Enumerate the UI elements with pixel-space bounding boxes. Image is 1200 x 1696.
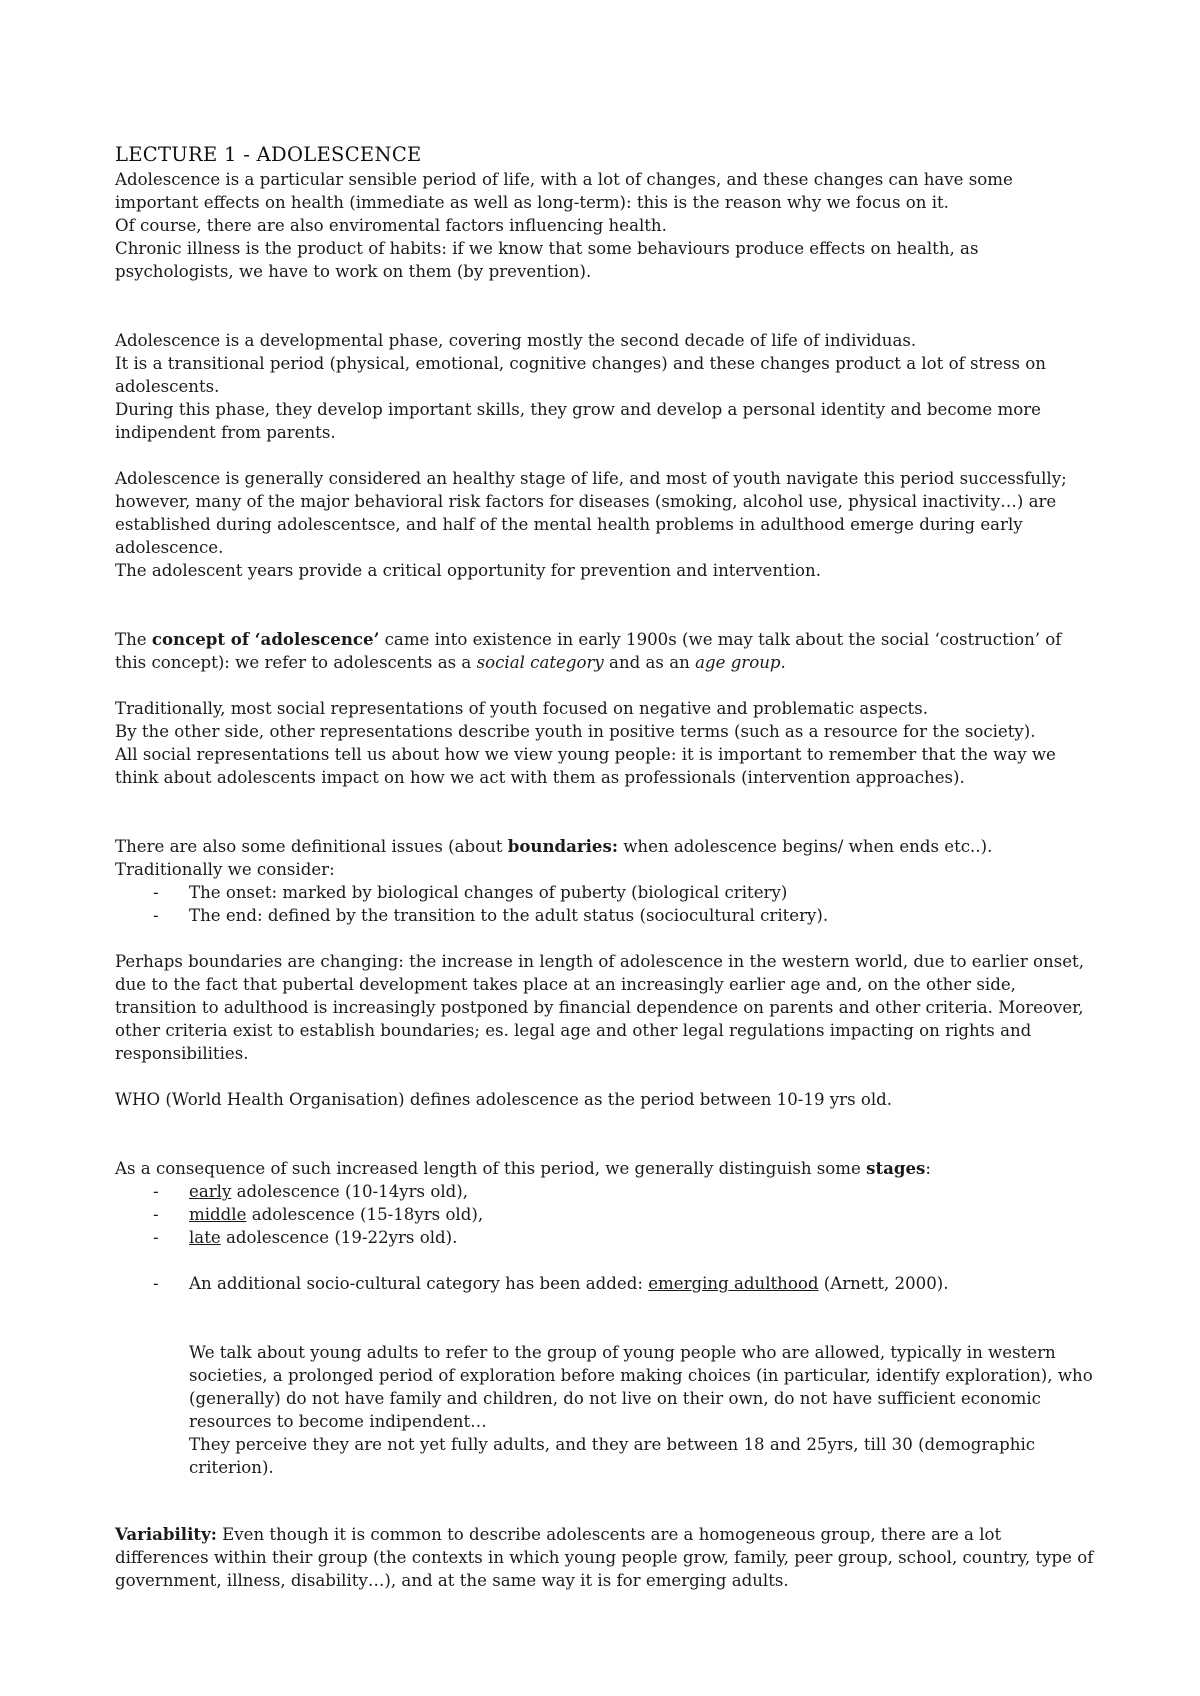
variability-term: Variability: <box>115 1524 217 1544</box>
variability-paragraph: Variability: Even though it is common to describe adolescents are a homogeneous group, there are a lot differences within their group (the contexts in which young people grow, family, peer group, school, country, type of government, illness, disability…), and at the same way it is for emerging adults. <box>115 1524 1094 1590</box>
representations-section <box>115 697 1095 789</box>
intro-section <box>115 168 1095 283</box>
list-item: - middle adolescence (15-18yrs old), <box>115 1203 1095 1226</box>
list-item: - late adolescence (19-22yrs old). <box>115 1226 1095 1249</box>
list-item: - An additional socio-cultural category has been added: emerging adulthood (Arnett, 2000). <box>115 1272 1095 1295</box>
phase-section <box>115 329 1095 444</box>
list-item: - early adolescence (10-14yrs old), <box>115 1180 1095 1203</box>
paragraph: It is a transitional period (physical, emotional, cognitive changes) and these changes product a lot of stress on adolescents. <box>115 354 1046 396</box>
paragraph: Of course, there are also enviromental factors influencing health. <box>115 216 667 235</box>
paragraph: They perceive they are not yet fully adults, and they are between 18 and 25yrs, till 30 (demographic criterion). <box>189 1435 1036 1477</box>
paragraph: By the other side, other representations describe youth in positive terms (such as a resource for the society). <box>115 722 1036 741</box>
paragraph: The adolescent years provide a critical opportunity for prevention and intervention. <box>115 561 821 580</box>
paragraph: Adolescence is a developmental phase, covering mostly the second decade of life of individuas. <box>115 331 917 350</box>
paragraph: There are also some definitional issues (about boundaries: when adolescence begins/ when ends etc..). <box>115 836 993 856</box>
paragraph: Adolescence is generally considered an healthy stage of life, and most of youth navigate this period successfully; however, many of the major behavioral risk factors for diseases (smoking, alcohol use, physical inactivity…) are established during adolescentsce, and half of the mental health problems in adulthood emerge during early adolescence. <box>115 469 1067 557</box>
paragraph: All social representations tell us about how we view young people: it is important to remember that the way we think about adolescents impact on how we act with them as professionals (intervention approaches). <box>115 745 1056 787</box>
list-item: - The end: defined by the transition to the adult status (sociocultural critery). <box>115 904 1095 927</box>
paragraph: We talk about young adults to refer to the group of young people who are allowed, typically in western societies, a prolonged period of exploration before making choices (in particular, identify exploration), who (generally) do not have family and children, do not live on their own, do not have sufficient economic resources to become indipendent… <box>189 1343 1093 1431</box>
paragraph: During this phase, they develop important skills, they grow and develop a personal identity and become more indipendent from parents. <box>115 400 1041 442</box>
paragraph: WHO (World Health Organisation) defines adolescence as the period between 10-19 yrs old. <box>115 1090 893 1109</box>
stages-list <box>115 1180 1095 1249</box>
concept-term: concept of ‘adolescence’ <box>151 629 380 649</box>
young-adults-section <box>115 1341 1095 1479</box>
paragraph: Traditionally, most social representations of youth focused on negative and problematic aspects. <box>115 699 929 718</box>
paragraph: As a consequence of such increased length of this period, we generally distinguish some stages: <box>115 1158 931 1178</box>
document-body <box>115 142 1095 1592</box>
paragraph: Perhaps boundaries are changing: the increase in length of adolescence in the western world, due to earlier onset, due to the fact that pubertal development takes place at an increasingly earlier age and, on the other side, transition to adulthood is increasingly postponed by financial dependence on parents and other criteria. Moreover, other criteria exist to establish boundaries; es. legal age and other legal regulations impacting on rights and responsibilities. <box>115 952 1085 1063</box>
paragraph: Chronic illness is the product of habits: if we know that some behaviours produce effects on health, as psychologists, we have to work on them (by prevention). <box>115 239 979 281</box>
boundaries-term: boundaries: <box>507 836 618 856</box>
stages-term: stages <box>866 1158 926 1178</box>
paragraph: Adolescence is a particular sensible period of life, with a lot of changes, and these changes can have some important effects on health (immediate as well as long-term): this is the reason why we focus on it. <box>115 170 1013 212</box>
boundaries-section <box>115 835 1095 927</box>
healthy-section <box>115 467 1095 582</box>
stages-section <box>115 1157 1095 1295</box>
page-title: LECTURE 1 - ADOLESCENCE <box>115 143 422 166</box>
concept-paragraph: The concept of ‘adolescence’ came into existence in early 1900s (we may talk about the social ‘costruction’ of this concept): we refer to adolescents as a social category and as an age group. <box>115 629 1062 672</box>
additional-category-list <box>115 1272 1095 1295</box>
boundaries-list <box>115 881 1095 927</box>
paragraph: Traditionally we consider: <box>115 860 335 879</box>
list-item: - The onset: marked by biological changes of puberty (biological critery) <box>115 881 1095 904</box>
